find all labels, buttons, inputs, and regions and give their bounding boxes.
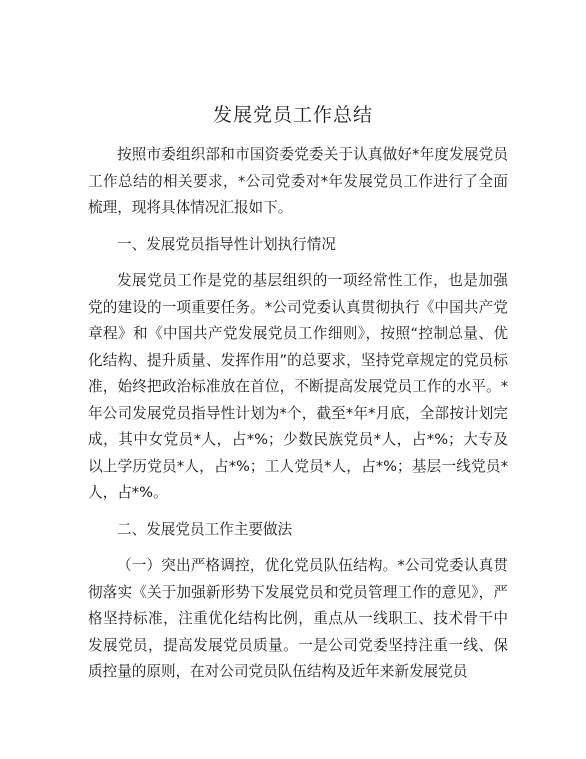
section1-paragraph: 发展党员工作是党的基层组织的一项经常性工作，也是加强党的建设的一项重要任务。*公司党委认真贯彻执行《中国共产党章程》和《中国共产党发展党员工作细则》，按照“控制总量、优化结构、提升质量、发挥作用”的总要求，坚持党章规定的党员标准，始终把政治标准放在首位，不断提高发展党员工作的水平。*年公司发展党员指导性计划为*个，截至*年*月底，全部按计划完成，其中女党员*人，占*%；少数民族党员*人，占*%；大专及以上学历党员*人，占*%；工人党员*人，占*%；基层一线党员*人，占*%。 bbox=[88, 272, 508, 501]
intro-paragraph: 按照市委组织部和市国资委党委关于认真做好*年度发展党员工作总结的相关要求，*公司党委对*年发展党员工作进行了全面梳理，现将具体情况汇报如下。 bbox=[88, 146, 508, 216]
document-title: 发展党员工作总结 bbox=[212, 104, 373, 126]
section2-heading: 二、发展党员工作主要做法 bbox=[117, 520, 293, 538]
section2-paragraph: （一）突出严格调控，优化党员队伍结构。*公司党委认真贯彻落实《关于加强新形势下发展党员和党员管理工作的意见》，严格坚持标准，注重优化结构比例，重点从一线职工、技术骨干中发展党员，提高发展党员质量。一是公司党委坚持注重一线、保质控量的原则，在对公司党员队伍结构及近年来新发展党员 bbox=[88, 557, 508, 680]
section1-heading: 一、发展党员指导性计划执行情况 bbox=[117, 235, 336, 253]
document-body bbox=[88, 142, 508, 686]
